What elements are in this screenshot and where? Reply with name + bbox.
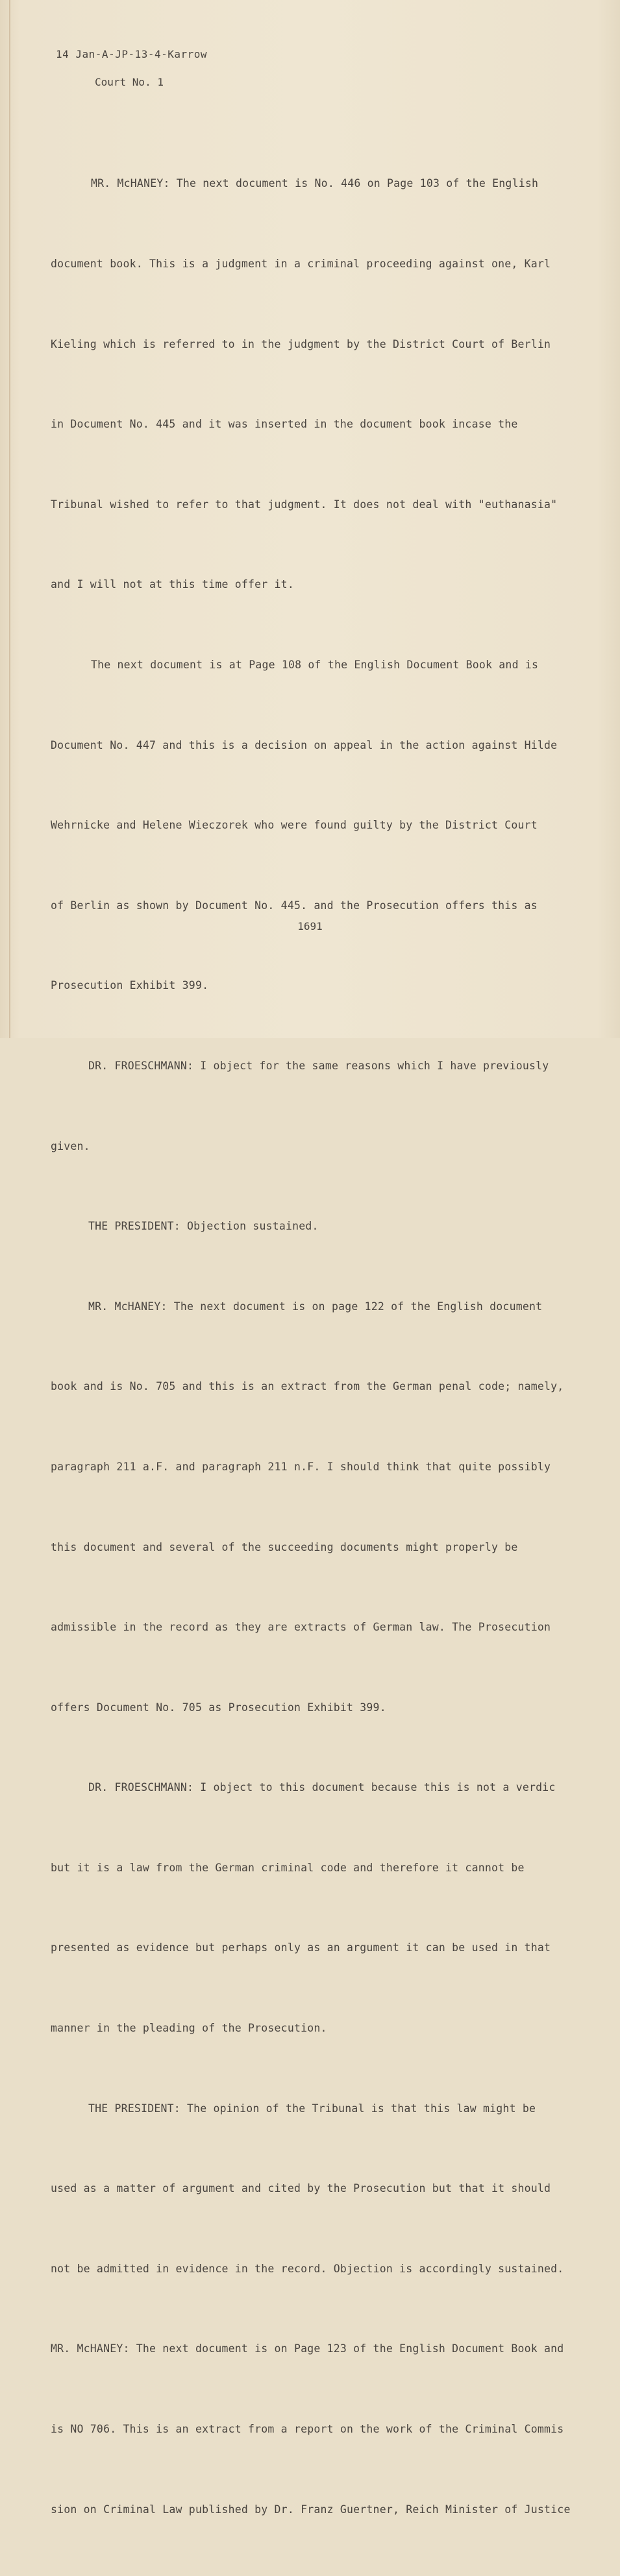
text-line: and I will not at this time offer it. [51, 578, 294, 591]
text-line: Prosecution Exhibit 399. [51, 979, 209, 992]
text-line: offers Document No. 705 as Prosecution Exhibit 399. [51, 1701, 386, 1714]
text-line: of Berlin as shown by Document No. 445. and the Prosecution offers this as [51, 899, 538, 912]
text-line: presented as evidence but perhaps only as an argument it can be used in that [51, 1941, 551, 1954]
text-line: sion on Criminal Law published by Dr. Franz Guertner, Reich Minister of Justice [51, 2503, 571, 2516]
court-number: Court No. 1 [95, 76, 164, 88]
text-line: given. [51, 1139, 90, 1152]
text-line: used as a matter of argument and cited by the Prosecution but that it should [51, 2182, 551, 2195]
text-line: but it is a law from the German criminal code and therefore it cannot be [51, 1861, 525, 1874]
text-line: THE PRESIDENT: Objection sustained. [88, 1220, 319, 1233]
text-line: DR. FROESCHMANN: I object for the same reasons which I have previously [88, 1059, 549, 1072]
text-line: not be admitted in evidence in the record. Objection is accordingly sustained. [51, 2262, 564, 2275]
text-line: admissible in the record as they are extracts of German law. The Prosecution [51, 1621, 551, 1634]
text-line: manner in the pleading of the Prosecution. [51, 2022, 327, 2035]
text-line: Document No. 447 and this is a decision on appeal in the action against Hilde [51, 738, 558, 751]
text-line: MR. McHANEY: The next document is on Page 123 of the English Document Book and [51, 2342, 564, 2355]
text-line: Wehrnicke and Helene Wieczorek who were found guilty by the District Court [51, 819, 538, 832]
text-line: MR. McHANEY: The next document is No. 446 on Page 103 of the English [91, 177, 539, 190]
text-line: in Document No. 445 and it was inserted in the document book incase the [51, 418, 518, 431]
text-line: THE PRESIDENT: The opinion of the Tribunal is that this law might be [88, 2102, 536, 2115]
document-reference: 14 Jan-A-JP-13-4-Karrow [56, 48, 208, 60]
text-line: this document and several of the succeeding documents might properly be [51, 1540, 518, 1553]
text-line: document book. This is a judgment in a criminal proceeding against one, Karl [51, 258, 551, 270]
text-line: Kieling which is referred to in the judgment by the District Court of Berlin [51, 337, 551, 350]
text-line: The next document is at Page 108 of the English Document Book and is [91, 658, 539, 671]
text-line: paragraph 211 a.F. and paragraph 211 n.F. I should think that quite possibly [51, 1460, 551, 1473]
text-line: Tribunal wished to refer to that judgment. It does not deal with "euthanasia" [51, 498, 558, 511]
text-line: DR. FROESCHMANN: I object to this document because this is not a verdic [88, 1781, 556, 1794]
text-line: MR. McHANEY: The next document is on page 122 of the English document [88, 1300, 543, 1313]
text-line: book and is No. 705 and this is an extract from the German penal code; namely, [51, 1380, 564, 1393]
transcript-body [51, 117, 570, 2576]
text-line: is NO 706. This is an extract from a report on the work of the Criminal Commis [51, 2423, 564, 2436]
page-number: 1691 [297, 920, 323, 932]
